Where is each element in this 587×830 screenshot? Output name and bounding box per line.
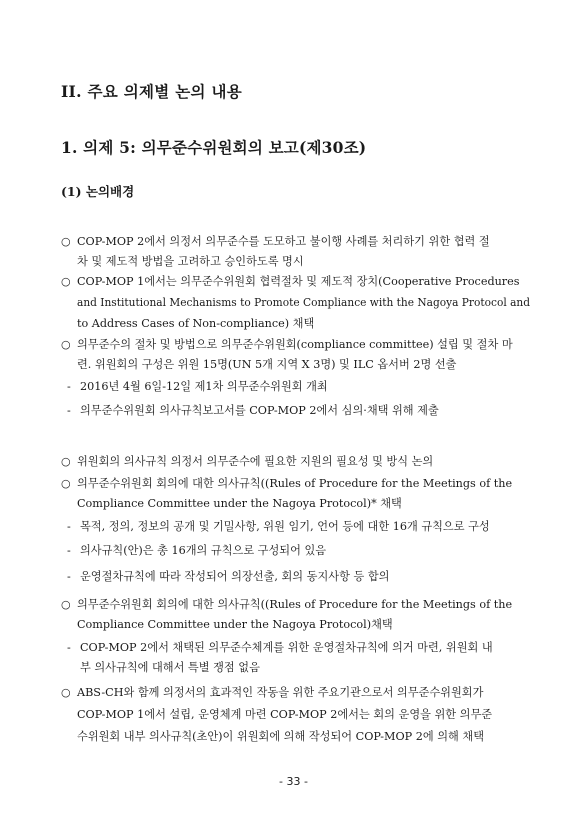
dash-marker: - <box>67 544 71 557</box>
bullet-marker: ○ <box>61 275 71 288</box>
text-line: 2016년 4월 6일-12일 제1차 의무준수위원회 개최 <box>80 380 328 393</box>
bullet-marker: ○ <box>61 338 71 351</box>
text-line: COP-MOP 1에서 설립, 운영체계 마련 COP-MOP 2에서는 회의 운영을 위한 의무준 <box>77 708 493 721</box>
text-line: 의사규칙(안)은 총 16개의 규칙으로 구성되어 있음 <box>80 544 327 557</box>
dash-marker: - <box>67 404 71 417</box>
text-line: ABS-CH와 함께 의정서의 효과적인 작동을 위한 주요기관으로서 의무준수위원회가 <box>77 686 484 699</box>
bullet-marker: ○ <box>61 686 71 699</box>
text-line: 의무준수위원회 회의에 대한 의사규칙((Rules of Procedure for the Meetings of the <box>77 477 513 490</box>
text-line: 차 및 제도적 방법을 고려하고 승인하도록 명시 <box>77 255 304 268</box>
text-line: COP-MOP 1에서는 의무준수위원회 협력절차 및 제도적 장치(Cooperative Procedures <box>77 275 520 288</box>
bullet-marker: ○ <box>61 477 71 490</box>
dash-marker: - <box>67 380 71 393</box>
text-line: Compliance Committee under the Nagoya Protocol)* 채택 <box>77 497 402 510</box>
subsection-title: 1. 의제 5: 의무준수위원회의 보고(제30조) <box>61 138 367 157</box>
text-line: Compliance Committee under the Nagoya Protocol)채택 <box>77 618 393 631</box>
dash-marker: - <box>67 570 71 583</box>
text-line: 수위원회 내부 의사규칙(초안)이 위원회에 의해 작성되어 COP-MOP 2에 의해 채택 <box>77 730 485 743</box>
text-line: 위원회의 의사규칙 의정서 의무준수에 필요한 지원의 필요성 및 방식 논의 <box>77 455 434 468</box>
bullet-marker: ○ <box>61 455 71 468</box>
page-number: - 33 - <box>279 775 308 788</box>
text-line: 운영절차규칙에 따라 작성되어 의장선출, 회의 동지사항 등 합의 <box>80 570 390 583</box>
text-line: COP-MOP 2에서 채택된 의무준수체계를 위한 운영절차규칙에 의거 마련, 위원회 내 <box>80 641 493 654</box>
text-line: 련. 위원회의 구성은 위원 15명(UN 5개 지역 X 3명) 및 ILC 옵서버 2명 선출 <box>77 358 457 371</box>
section-title: II. 주요 의제별 논의 내용 <box>61 82 243 101</box>
bullet-marker: ○ <box>61 598 71 611</box>
text-line: and Institutional Mechanisms to Promote Compliance with the Nagoya Protocol and <box>77 296 531 309</box>
sub-heading: (1) 논의배경 <box>61 184 135 199</box>
text-line: 의무준수위원회 회의에 대한 의사규칙((Rules of Procedure for the Meetings of the <box>77 598 513 611</box>
text-line: 의무준수위원회 의사규칙보고서를 COP-MOP 2에서 심의·채택 위해 제출 <box>80 404 439 417</box>
text-line: 부 의사규칙에 대해서 특별 쟁점 없음 <box>80 661 260 674</box>
text-line: 목적, 정의, 정보의 공개 및 기밀사항, 위원 임기, 언어 등에 대한 16개 규칙으로 구성 <box>80 520 490 533</box>
text-line: COP-MOP 2에서 의정서 의무준수를 도모하고 불이행 사례를 처리하기 위한 협력 절 <box>77 235 490 248</box>
text-line: 의무준수의 절차 및 방법으로 의무준수위원회(compliance committee) 설립 및 절차 마 <box>77 338 513 351</box>
bullet-marker: ○ <box>61 235 71 248</box>
text-line: to Address Cases of Non-compliance) 채택 <box>77 317 315 330</box>
dash-marker: - <box>67 520 71 533</box>
dash-marker: - <box>67 641 71 654</box>
